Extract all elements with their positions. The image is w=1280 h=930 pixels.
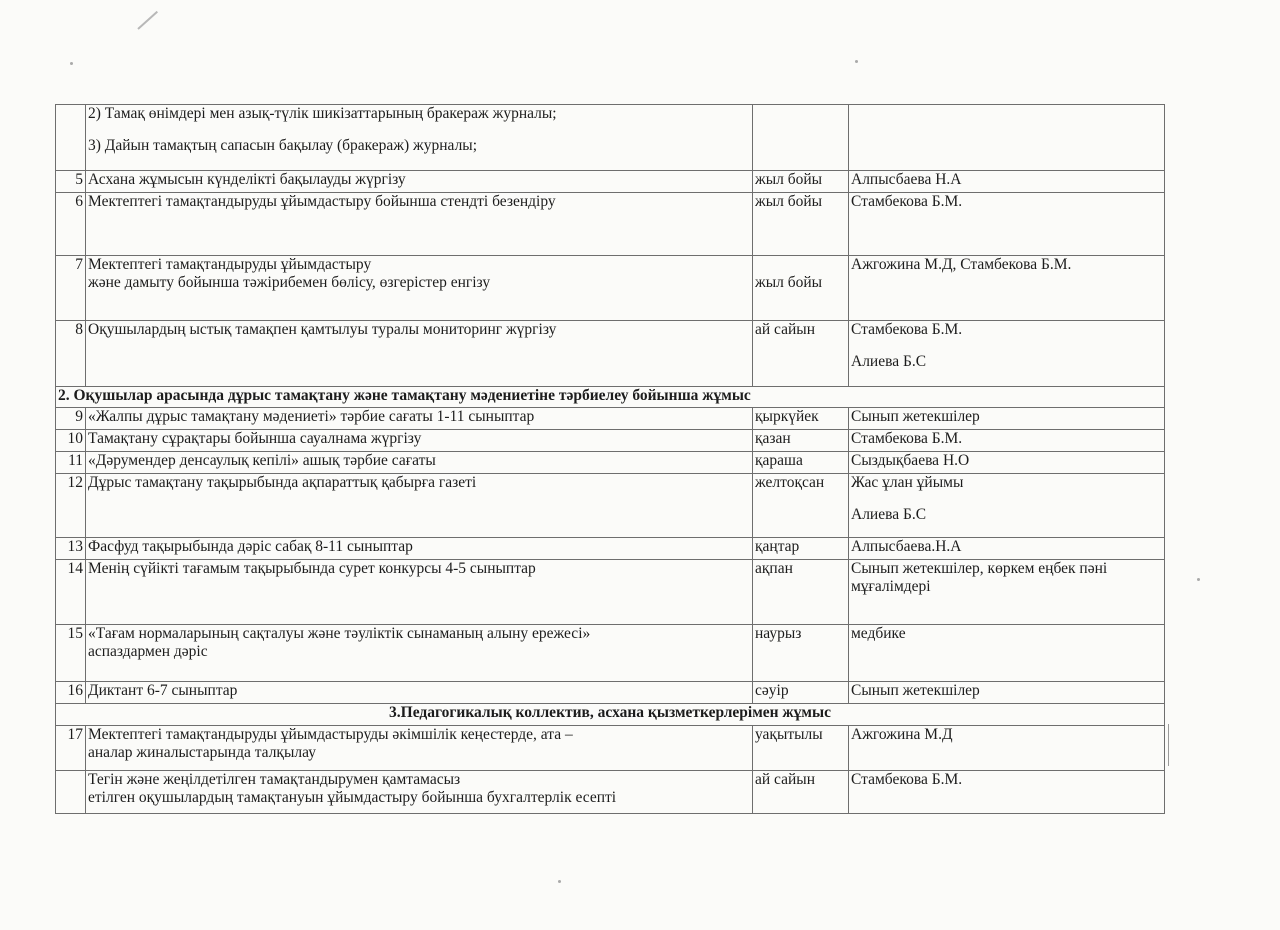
time-cell: қараша bbox=[753, 452, 849, 474]
task-cell: Асхана жұмысын күнделікті бақылауды жүргізу bbox=[86, 171, 753, 193]
row-number bbox=[56, 771, 86, 814]
scan-speck bbox=[558, 880, 561, 883]
time-cell: уақытылы bbox=[753, 726, 849, 771]
scan-speck bbox=[70, 62, 73, 65]
section-header-row bbox=[56, 704, 1165, 726]
responsible-cell bbox=[849, 474, 1165, 538]
task-cell: Диктант 6-7 сыныптар bbox=[86, 682, 753, 704]
table-row bbox=[56, 452, 1165, 474]
responsible-line: Алиева Б.С bbox=[851, 505, 927, 523]
row-number: 12 bbox=[56, 474, 86, 538]
task-cell: «Жалпы дұрыс тамақтану мәдениеті» тәрбие сағаты 1-11 сыныптар bbox=[86, 408, 753, 430]
section-title: 3.Педагогикалық коллектив, асхана қызметкерлерімен жұмыс bbox=[56, 704, 1165, 726]
task-cell: Фасфуд тақырыбында дәріс сабақ 8-11 сыныптар bbox=[86, 538, 753, 560]
responsible-cell: Стамбекова Б.М. bbox=[849, 193, 1165, 256]
table-row bbox=[56, 193, 1165, 256]
time-cell: қыркүйек bbox=[753, 408, 849, 430]
task-cell: Мектептегі тамақтандыруды ұйымдастыру бойынша стендті безендіру bbox=[86, 193, 753, 256]
time-cell: жыл бойы bbox=[753, 193, 849, 256]
responsible-line: мұғалімдері bbox=[851, 577, 931, 595]
responsible-cell: Алпысбаева Н.А bbox=[849, 171, 1165, 193]
responsible-cell: Сынып жетекшілер bbox=[849, 682, 1165, 704]
responsible-cell: Стамбекова Б.М. bbox=[849, 771, 1165, 814]
responsible-cell: медбике bbox=[849, 625, 1165, 682]
task-line: 3) Дайын тамақтың сапасын бақылау (бракераж) журналы; bbox=[88, 136, 478, 154]
time-cell: жыл бойы bbox=[753, 256, 849, 321]
responsible-cell: Стамбекова Б.М. bbox=[849, 430, 1165, 452]
table-row bbox=[56, 321, 1165, 387]
table-row bbox=[56, 256, 1165, 321]
time-cell: желтоқсан bbox=[753, 474, 849, 538]
row-number: 10 bbox=[56, 430, 86, 452]
row-number: 16 bbox=[56, 682, 86, 704]
time-cell: ай сайын bbox=[753, 321, 849, 387]
responsible-cell bbox=[849, 560, 1165, 625]
task-cell: Тамақтану сұрақтары бойынша сауалнама жүргізу bbox=[86, 430, 753, 452]
table-row bbox=[56, 474, 1165, 538]
task-line: етілген оқушылардың тамақтануын ұйымдастыру бойынша бухгалтерлік есепті bbox=[88, 788, 617, 806]
responsible-cell: Алпысбаева.Н.А bbox=[849, 538, 1165, 560]
responsible-line: Стамбекова Б.М. bbox=[851, 321, 963, 338]
time-cell: қазан bbox=[753, 430, 849, 452]
task-line: Мектептегі тамақтандыруды ұйымдастыру bbox=[88, 256, 372, 273]
scan-speck bbox=[855, 60, 858, 63]
responsible-cell: Ажгожина М.Д bbox=[849, 726, 1165, 771]
table-row bbox=[56, 682, 1165, 704]
task-line: 2) Тамақ өнімдері мен азық-түлік шикізаттарының бракераж журналы; bbox=[88, 105, 557, 122]
row-number: 17 bbox=[56, 726, 86, 771]
row-number: 6 bbox=[56, 193, 86, 256]
table-row bbox=[56, 538, 1165, 560]
responsible-line: Алиева Б.С bbox=[851, 352, 927, 370]
table-row bbox=[56, 625, 1165, 682]
row-number: 13 bbox=[56, 538, 86, 560]
responsible-cell: Ажгожина М.Д, Стамбекова Б.М. bbox=[849, 256, 1165, 321]
responsible-line: Сынып жетекшілер, көркем еңбек пәні bbox=[851, 560, 1108, 577]
task-cell: Дұрыс тамақтану тақырыбында ақпараттық қабырға газеті bbox=[86, 474, 753, 538]
table-row bbox=[56, 430, 1165, 452]
task-cell: Оқушылардың ыстық тамақпен қамтылуы туралы мониторинг жүргізу bbox=[86, 321, 753, 387]
task-line: Мектептегі тамақтандыруды ұйымдастыруды әкімшілік кеңестерде, ата – bbox=[88, 726, 573, 743]
table-row bbox=[56, 771, 1165, 814]
scan-speck bbox=[1197, 578, 1200, 581]
time-cell: ай сайын bbox=[753, 771, 849, 814]
row-number bbox=[56, 105, 86, 171]
row-number: 7 bbox=[56, 256, 86, 321]
responsible-cell bbox=[849, 105, 1165, 171]
task-line: және дамыту бойынша тәжірибемен бөлісу, өзгерістер енгізу bbox=[88, 273, 491, 291]
section-title: 2. Оқушылар арасында дұрыс тамақтану және тамақтану мәдениетіне тәрбиелеу бойынша жұмыс bbox=[56, 387, 1165, 408]
time-cell: сәуір bbox=[753, 682, 849, 704]
task-cell bbox=[86, 256, 753, 321]
task-cell: Менің сүйікті тағамым тақырыбында сурет конкурсы 4-5 сыныптар bbox=[86, 560, 753, 625]
table-row bbox=[56, 408, 1165, 430]
task-line: аспаздармен дәріс bbox=[88, 642, 208, 660]
task-cell: «Дәрумендер денсаулық кепілі» ашық тәрбие сағаты bbox=[86, 452, 753, 474]
table-row bbox=[56, 171, 1165, 193]
time-cell: ақпан bbox=[753, 560, 849, 625]
task-line: Тегін және жеңілдетілген тамақтандырумен қамтамасыз bbox=[88, 771, 461, 788]
task-line: «Тағам нормаларының сақталуы және тәуліктік сынаманың алыну ережесі» bbox=[88, 625, 591, 642]
table-row bbox=[56, 726, 1165, 771]
row-number: 8 bbox=[56, 321, 86, 387]
task-cell bbox=[86, 625, 753, 682]
responsible-cell: Сыздықбаева Н.О bbox=[849, 452, 1165, 474]
nutrition-plan-table bbox=[55, 104, 1165, 814]
section-header-row bbox=[56, 387, 1165, 408]
time-cell: жыл бойы bbox=[753, 171, 849, 193]
row-number: 14 bbox=[56, 560, 86, 625]
task-cell bbox=[86, 726, 753, 771]
responsible-cell: Сынып жетекшілер bbox=[849, 408, 1165, 430]
responsible-cell bbox=[849, 321, 1165, 387]
row-number: 15 bbox=[56, 625, 86, 682]
task-cell bbox=[86, 105, 753, 171]
row-number: 5 bbox=[56, 171, 86, 193]
table-row bbox=[56, 105, 1165, 171]
task-line: аналар жиналыстарында талқылау bbox=[88, 743, 316, 761]
scan-artifact bbox=[137, 11, 158, 30]
table-row bbox=[56, 560, 1165, 625]
task-cell bbox=[86, 771, 753, 814]
row-number: 9 bbox=[56, 408, 86, 430]
time-cell: қаңтар bbox=[753, 538, 849, 560]
row-number: 11 bbox=[56, 452, 86, 474]
scan-artifact-line bbox=[1168, 724, 1169, 766]
time-cell: наурыз bbox=[753, 625, 849, 682]
time-cell bbox=[753, 105, 849, 171]
responsible-line: Жас ұлан ұйымы bbox=[851, 474, 964, 491]
